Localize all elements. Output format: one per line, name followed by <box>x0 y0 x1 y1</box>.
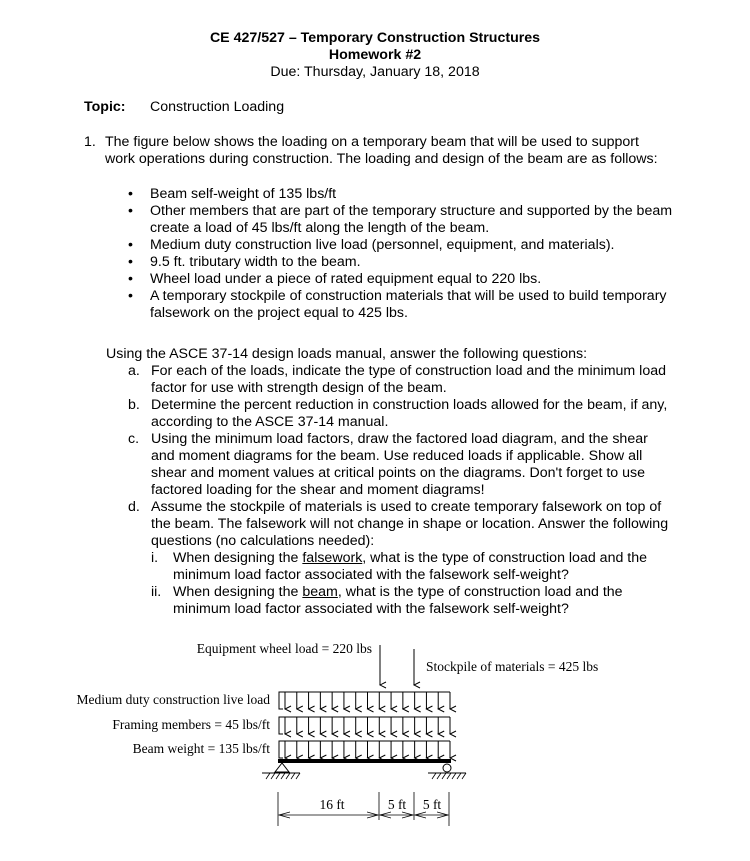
list-item: • 9.5 ft. tributary width to the beam. <box>128 254 673 271</box>
questions-intro: Using the ASCE 37-14 design loads manual, answer the following questions: <box>106 346 588 362</box>
framing-load-arrows <box>279 717 450 734</box>
due-date: Due: Thursday, January 18, 2018 <box>270 64 480 80</box>
pin-hatch <box>266 773 300 779</box>
document-header <box>0 30 750 81</box>
list-item: • Other members that are part of the temporary structure and supported by the beam create a load of 45 lbs/ft along the length of the beam. <box>128 203 673 237</box>
part-letter: c. <box>128 431 140 447</box>
subpart-numeral: i. <box>151 550 159 566</box>
dim-label-16ft: 16 ft <box>319 797 345 812</box>
subpart-ii <box>151 584 673 618</box>
topic-label: Topic: <box>84 99 126 115</box>
part-d <box>128 499 673 618</box>
part-c <box>128 431 673 499</box>
part-text: Using the minimum load factors, draw the factored load diagram, and the shear and moment diagrams for the beam. Use reduced loads if applicable. Show all shear and moment values at critical points on the diagrams. Don't forget to use factored loading for the shear and moment diagrams! <box>151 431 648 498</box>
subpart-text-after: , what is the type of construction load and the minimum load factor associated with the falsework self-weight? <box>173 550 648 583</box>
list-item: • A temporary stockpile of construction materials that will be used to build temporary falsework on the project equal to 425 lbs. <box>128 288 673 322</box>
part-letter: a. <box>128 363 140 379</box>
question-text: The figure below shows the loading on a temporary beam that will be used to support work operations during construction. The loading and design of the beam are as follows: <box>105 134 658 167</box>
subpart-text-before: When designing the <box>173 584 303 600</box>
beam-weight-arrows <box>279 741 450 758</box>
wheel-load-label: Equipment wheel load = 220 lbs <box>196 641 372 656</box>
part-letter: b. <box>128 397 140 413</box>
list-item: • Medium duty construction live load (personnel, equipment, and materials). <box>128 237 673 254</box>
list-item: • Wheel load under a piece of rated equipment equal to 220 lbs. <box>128 271 673 288</box>
beam <box>278 759 451 763</box>
subpart-i <box>151 550 673 584</box>
question-parts <box>128 363 673 618</box>
load-list <box>128 186 673 322</box>
topic-value: Construction Loading <box>150 99 285 115</box>
part-text: Determine the percent reduction in construction loads allowed for the beam, if any, according to the ASCE 37-14 manual. <box>151 397 668 430</box>
dim-label-5ft-a: 5 ft <box>387 797 407 812</box>
homework-title: Homework #2 <box>328 47 422 63</box>
course-title: CE 427/527 – Temporary Construction Structures <box>209 30 541 46</box>
subpart-numeral: ii. <box>151 584 162 600</box>
roller-hatch <box>432 773 466 779</box>
roller-support <box>443 764 451 772</box>
stockpile-label: Stockpile of materials = 425 lbs <box>426 659 599 674</box>
pin-support <box>275 763 289 772</box>
part-text: For each of the loads, indicate the type of construction load and the minimum load factor for use with strength design of the beam. <box>151 363 666 396</box>
framing-load-label: Framing members = 45 lbs/ft <box>112 717 270 732</box>
beam-loading-diagram <box>0 630 750 861</box>
subpart-text-after: , what is the type of construction load and the minimum load factor associated with the falsework self-weight? <box>173 584 623 617</box>
beam-weight-label: Beam weight = 135 lbs/ft <box>132 741 270 756</box>
part-b <box>128 397 673 431</box>
live-load-arrows <box>279 692 450 709</box>
question-number: 1. <box>84 134 96 150</box>
part-a <box>128 363 673 397</box>
live-load-label: Medium duty construction live load <box>76 692 270 707</box>
load-bracket <box>279 741 283 758</box>
subpart-text-before: When designing the <box>173 550 303 566</box>
part-letter: d. <box>128 499 140 515</box>
part-text: Assume the stockpile of materials is used to create temporary falsework on top of the beam. The falsework will not change in shape or location. Answer the following questions (no calculations needed): <box>151 499 669 549</box>
subpart-underlined: falsework <box>302 550 363 566</box>
topic-line <box>84 99 284 116</box>
load-bracket <box>279 717 283 734</box>
list-item: • Beam self-weight of 135 lbs/ft <box>128 186 673 203</box>
dim-label-5ft-b: 5 ft <box>422 797 442 812</box>
load-bracket <box>279 692 283 709</box>
subpart-underlined: beam <box>302 584 338 600</box>
